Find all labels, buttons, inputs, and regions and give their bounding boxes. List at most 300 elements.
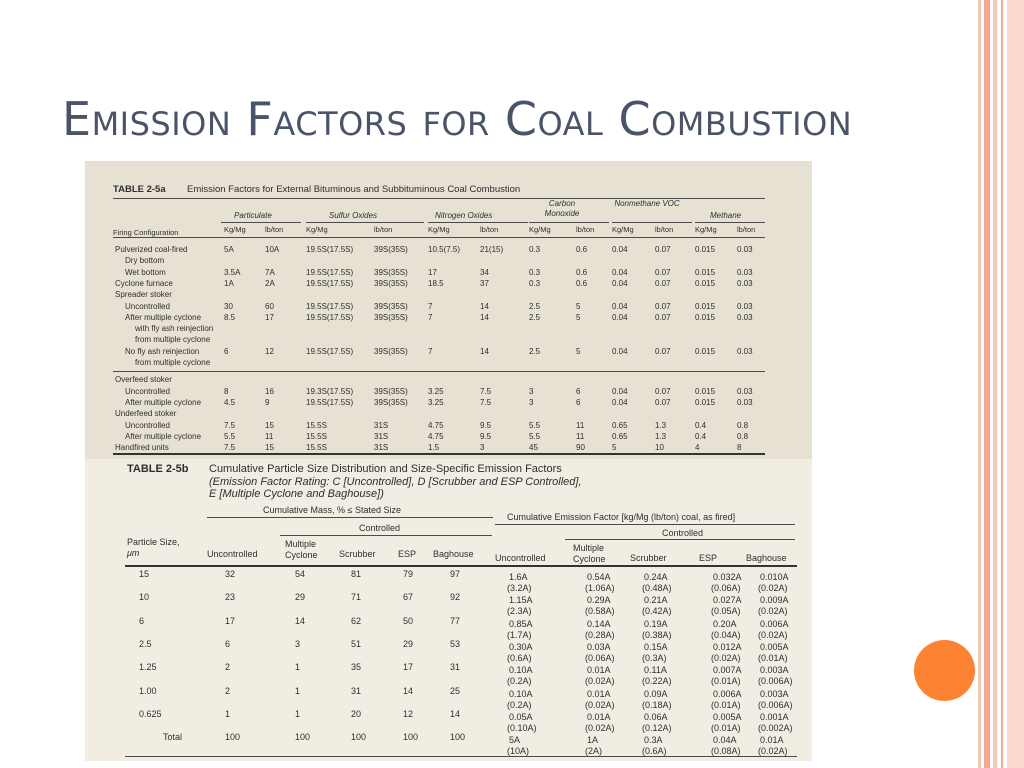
table-cell-factor: 0.21A xyxy=(644,595,668,606)
table-row-label: Handfired units xyxy=(115,443,169,453)
table-row-particle-size: Total xyxy=(163,732,183,743)
table-cell-mass: 92 xyxy=(450,592,461,603)
table-cell-factor-lb: (0.12A) xyxy=(642,722,672,733)
table-cell: 19.5S(17.5S) xyxy=(306,397,354,407)
table-cell-factor: 0.009A xyxy=(760,595,789,606)
table-cell-factor: 0.01A xyxy=(587,711,611,722)
table-cell: 30 xyxy=(224,301,233,311)
table-cell: 5 xyxy=(612,443,617,453)
table-cell: 0.07 xyxy=(655,312,671,322)
table-cell: 7 xyxy=(428,312,433,322)
table-cell: 1.3 xyxy=(655,420,667,430)
table-cell-mass: 35 xyxy=(351,662,362,673)
column-header-multiple-cyclone: Multiple Cyclone xyxy=(285,539,318,560)
scanned-tables-image xyxy=(85,161,812,761)
table-cell-factor-lb: (3.2A) xyxy=(507,583,532,593)
table-cell: 5A xyxy=(224,245,234,254)
table-cell-factor: 0.05A xyxy=(509,711,533,722)
table-cell-factor: 0.15A xyxy=(644,641,668,652)
table-cell-mass: 14 xyxy=(403,685,414,696)
group-header-sulfur-oxides: Sulfur Oxides xyxy=(329,211,378,220)
table-cell-mass: 14 xyxy=(450,708,461,719)
table-cell-factor-lb: (0.42A) xyxy=(642,606,672,617)
table-cell: 9 xyxy=(265,397,270,407)
table-cell-mass: 29 xyxy=(295,592,306,603)
column-header-firing-configuration: Firing Configuration xyxy=(113,228,179,237)
table-cell: 19.5S(17.5S) xyxy=(306,301,354,311)
table-cell: 45 xyxy=(529,443,538,453)
table-cell: 0.04 xyxy=(612,301,628,311)
table-cell-mass: 100 xyxy=(450,732,466,743)
table-cell: 16 xyxy=(265,386,274,396)
group-header-carbon-monoxide: Carbon Monoxide xyxy=(544,199,580,218)
table-cell-factor-lb: (0.22A) xyxy=(642,676,672,687)
table-cell-mass: 29 xyxy=(403,638,414,649)
table-cell-mass: 3 xyxy=(295,638,301,649)
column-header-esp: ESP xyxy=(398,549,417,559)
table-cell: 0.6 xyxy=(576,245,588,254)
mass-header: Cumulative Mass, % ≤ Stated Size xyxy=(263,505,401,515)
table-cell: 90 xyxy=(576,443,585,453)
table-cell-mass: 2 xyxy=(225,662,231,673)
table-cell: 0.07 xyxy=(655,346,671,356)
table-cell: 0.04 xyxy=(612,386,628,396)
border-stripe xyxy=(1007,0,1024,768)
table-cell-mass: 20 xyxy=(351,708,362,719)
table-cell-mass: 25 xyxy=(450,685,461,696)
unit-header: Kg/Mg xyxy=(428,225,450,234)
table-cell: 39S(35S) xyxy=(374,301,408,311)
table-cell: 8 xyxy=(737,443,742,453)
unit-header: lb/ton xyxy=(737,225,756,234)
table-cell: 0.3 xyxy=(529,267,541,277)
table-cell-factor-lb: (0.01A) xyxy=(758,652,788,663)
table-cell: 7.5 xyxy=(480,397,492,407)
table-cell-factor: 1.15A xyxy=(509,595,533,606)
table-cell-factor: 0.11A xyxy=(644,665,667,676)
table-cell-factor: 0.19A xyxy=(644,618,668,629)
table-cell: 1A xyxy=(224,278,234,288)
table-cell: 0.6 xyxy=(576,267,588,277)
table-cell-factor-lb: (0.006A) xyxy=(758,676,793,687)
table-cell-mass: 71 xyxy=(351,592,362,603)
table-cell-mass: 97 xyxy=(450,569,461,579)
table-cell: 5 xyxy=(576,346,581,356)
group-header-methane: Methane xyxy=(710,211,742,220)
column-header-uncontrolled: Uncontrolled xyxy=(207,549,258,559)
table-cell: 0.015 xyxy=(695,267,716,277)
table-a-label: TABLE 2-5a xyxy=(113,184,166,195)
border-stripe xyxy=(984,0,990,768)
column-header-scrubber: Scrubber xyxy=(339,549,376,559)
table-cell-factor: 1A xyxy=(587,735,599,746)
table-cell-mass: 79 xyxy=(403,569,414,579)
table-cell: 0.03 xyxy=(737,267,753,277)
table-cell-factor: 0.032A xyxy=(713,572,742,582)
table-cell: 31S xyxy=(374,431,389,441)
table-cell: 21(15) xyxy=(480,245,504,254)
table-cell: 0.07 xyxy=(655,267,671,277)
table-row-particle-size: 15 xyxy=(139,569,150,579)
slide-title: Emission Factors for Coal Combustion xyxy=(62,92,853,146)
border-stripe xyxy=(978,0,981,768)
table-cell: 8.5 xyxy=(224,312,236,322)
table-cell-factor: 0.3A xyxy=(644,735,663,746)
table-cell-factor-lb: (0.28A) xyxy=(585,629,615,640)
table-cell-mass: 51 xyxy=(351,638,362,649)
table-cell: 2A xyxy=(265,278,275,288)
table-cell-factor-lb: (0.18A) xyxy=(642,699,672,710)
table-row-label: with fly ash reinjection xyxy=(135,324,214,334)
table-cell-mass: 67 xyxy=(403,592,414,603)
table-cell: 11 xyxy=(265,431,274,441)
table-cell: 39S(35S) xyxy=(374,245,408,254)
table-cell: 7A xyxy=(265,267,275,277)
table-cell: 7 xyxy=(428,301,433,311)
table-cell: 0.04 xyxy=(612,397,628,407)
table-cell-factor: 0.01A xyxy=(587,665,611,676)
group-header-nitrogen-oxides: Nitrogen Oxides xyxy=(435,211,493,220)
table-cell-factor-lb: (0.2A) xyxy=(507,676,532,687)
table-cell: 0.04 xyxy=(612,312,628,322)
table-cell-factor-lb: (1.06A) xyxy=(585,583,615,593)
unit-header: Kg/Mg xyxy=(306,225,328,234)
table-cell-factor-lb: (0.02A) xyxy=(758,583,788,593)
table-cell: 5 xyxy=(576,312,581,322)
group-header-particulate: Particulate xyxy=(234,211,272,220)
table-row-label: After multiple cyclone xyxy=(125,431,202,441)
table-cell: 39S(35S) xyxy=(374,267,408,277)
table-cell: 11 xyxy=(576,420,585,430)
table-cell: 0.07 xyxy=(655,278,671,288)
table-b-caption-rating-2: E [Multiple Cyclone and Baghouse]) xyxy=(209,488,384,500)
factor-column-header-baghouse: Baghouse xyxy=(746,553,787,563)
controlled-header-factor: Controlled xyxy=(662,528,704,538)
table-cell: 0.03 xyxy=(737,312,753,322)
unit-header: Kg/Mg xyxy=(224,225,246,234)
table-row-particle-size: 6 xyxy=(139,615,145,626)
table-cell-mass: 100 xyxy=(225,732,241,743)
table-cell-factor: 0.005A xyxy=(713,711,742,722)
table-cell-factor-lb: (1.7A) xyxy=(507,629,532,640)
table-cell: 17 xyxy=(265,312,274,322)
table-cell-factor-lb: (0.02A) xyxy=(585,699,615,710)
table-cell-factor-lb: (0.04A) xyxy=(711,629,741,640)
table-cell: 10 xyxy=(655,443,664,453)
table-cell-factor-lb: (0.2A) xyxy=(507,699,532,710)
table-cell: 6 xyxy=(576,386,581,396)
table-cell: 1.3 xyxy=(655,431,667,441)
table-cell: 0.8 xyxy=(737,420,749,430)
accent-circle xyxy=(914,640,975,701)
table-cell: 5 xyxy=(576,301,581,311)
table-cell-factor-lb: (0.05A) xyxy=(711,606,741,617)
table-row-label: from multiple cyclone xyxy=(135,335,211,345)
table-cell: 0.015 xyxy=(695,301,716,311)
table-cell-mass: 32 xyxy=(225,569,236,579)
table-cell: 5.5 xyxy=(224,431,236,441)
table-row-label: Overfeed stoker xyxy=(115,375,172,385)
table-cell: 15.5S xyxy=(306,431,327,441)
table-cell: 4 xyxy=(695,443,700,453)
table-cell-factor-lb: (10A) xyxy=(507,746,530,757)
table-cell-mass: 1 xyxy=(295,662,301,673)
table-row-label: from multiple cyclone xyxy=(135,358,211,367)
table-cell: 6 xyxy=(576,397,581,407)
table-cell: 0.03 xyxy=(737,397,753,407)
table-cell-factor: 0.006A xyxy=(760,618,789,629)
table-2-5a xyxy=(85,161,812,459)
table-cell-factor-lb: (0.02A) xyxy=(585,722,615,733)
table-cell-mass: 50 xyxy=(403,615,414,626)
table-cell: 2.5 xyxy=(529,301,541,311)
table-cell-mass: 53 xyxy=(450,638,461,649)
table-cell-mass: 1 xyxy=(295,708,301,719)
table-cell: 0.65 xyxy=(612,431,628,441)
table-cell: 31S xyxy=(374,420,389,430)
table-cell: 19.3S(17.5S) xyxy=(306,386,354,396)
table-row-label: After multiple cyclone xyxy=(125,397,202,407)
table-cell-factor: 0.20A xyxy=(713,618,737,629)
table-cell: 10.5(7.5) xyxy=(428,245,461,254)
table-cell: 39S(35S) xyxy=(374,397,408,407)
table-row-particle-size: 1.25 xyxy=(139,662,157,673)
table-cell-factor-lb: (0.02A) xyxy=(711,652,741,663)
table-cell: 0.03 xyxy=(737,346,753,356)
table-cell: 0.3 xyxy=(529,278,541,288)
table-cell: 0.04 xyxy=(612,278,628,288)
table-cell: 18.5 xyxy=(428,278,444,288)
table-cell: 0.4 xyxy=(695,431,707,441)
table-cell: 39S(35S) xyxy=(374,346,408,356)
factor-column-header-uncontrolled: Uncontrolled xyxy=(495,553,546,563)
table-cell: 0.65 xyxy=(612,420,628,430)
table-cell-factor-lb: (0.02A) xyxy=(758,629,788,640)
group-header-nonmethane-voc: Nonmethane VOC xyxy=(614,199,680,208)
table-cell-factor-lb: (0.38A) xyxy=(642,629,672,640)
table-cell: 19.5S(17.5S) xyxy=(306,312,354,322)
table-row-label: After multiple cyclone xyxy=(125,312,202,322)
table-row-label: Uncontrolled xyxy=(125,301,170,311)
table-cell: 0.8 xyxy=(737,431,749,441)
table-cell: 12 xyxy=(265,346,274,356)
table-cell-factor: 0.85A xyxy=(509,618,533,629)
table-cell-factor: 0.012A xyxy=(713,641,742,652)
unit-header: Kg/Mg xyxy=(612,225,634,234)
table-cell: 7.5 xyxy=(480,386,492,396)
table-cell-mass: 17 xyxy=(403,662,414,673)
table-cell-factor: 0.03A xyxy=(587,641,611,652)
table-cell: 3 xyxy=(480,443,485,453)
table-cell: 7.5 xyxy=(224,420,236,430)
table-b-caption: Cumulative Particle Size Distribution and Size-Specific Emission Factors xyxy=(209,463,562,475)
table-cell-factor-lb: (0.3A) xyxy=(642,652,667,663)
table-cell-factor: 0.001A xyxy=(760,711,789,722)
table-cell-mass: 31 xyxy=(351,685,362,696)
table-cell: 34 xyxy=(480,267,489,277)
table-cell-mass: 54 xyxy=(295,569,306,579)
table-cell-factor-lb: (0.48A) xyxy=(642,583,672,593)
unit-header: lb/ton xyxy=(576,225,595,234)
table-cell-factor-lb: (0.01A) xyxy=(711,676,741,687)
table-cell: 3 xyxy=(529,386,534,396)
table-cell: 3.5A xyxy=(224,267,241,277)
table-cell-mass: 2 xyxy=(225,685,231,696)
table-cell-factor-lb: (0.6A) xyxy=(642,746,667,757)
table-row-label: No fly ash reinjection xyxy=(125,346,200,356)
table-cell-factor: 0.006A xyxy=(713,688,742,699)
factor-column-header-esp: ESP xyxy=(699,553,718,563)
table-cell-mass: 12 xyxy=(403,708,414,719)
table-b-caption-rating: (Emission Factor Rating: C [Uncontrolled], D [Scrubber and ESP Controlled], xyxy=(209,476,582,488)
column-header-particle-size-unit: μm xyxy=(127,548,140,558)
table-cell: 15.5S xyxy=(306,420,327,430)
table-cell-factor: 0.30A xyxy=(509,641,533,652)
factor-column-header-scrubber: Scrubber xyxy=(630,553,667,563)
unit-header: lb/ton xyxy=(480,225,499,234)
table-2-5b xyxy=(85,459,812,761)
table-cell: 10A xyxy=(265,245,280,254)
table-cell: 0.07 xyxy=(655,386,671,396)
table-cell: 5.5 xyxy=(529,420,541,430)
table-cell: 0.04 xyxy=(612,245,628,254)
table-cell: 19.5S(17.5S) xyxy=(306,245,354,254)
table-cell-factor-lb: (0.58A) xyxy=(585,606,615,617)
table-cell: 60 xyxy=(265,301,274,311)
table-b-label: TABLE 2-5b xyxy=(127,463,189,475)
table-cell: 31S xyxy=(374,443,389,453)
table-cell-factor-lb: (2.3A) xyxy=(507,606,532,617)
table-cell-factor: 5A xyxy=(509,735,521,746)
table-cell: 11 xyxy=(576,431,585,441)
table-cell-mass: 6 xyxy=(225,638,231,649)
table-cell: 7 xyxy=(428,346,433,356)
table-cell: 0.015 xyxy=(695,278,716,288)
table-cell-factor: 0.007A xyxy=(713,665,742,676)
table-cell: 0.03 xyxy=(737,301,753,311)
table-cell-factor: 0.14A xyxy=(587,618,611,629)
table-cell-factor: 0.005A xyxy=(760,641,789,652)
table-row-particle-size: 0.625 xyxy=(139,708,162,719)
table-cell-factor: 1.6A xyxy=(509,572,528,582)
table-cell-mass: 14 xyxy=(295,615,306,626)
table-cell: 0.015 xyxy=(695,312,716,322)
table-cell: 5.5 xyxy=(529,431,541,441)
table-cell: 0.015 xyxy=(695,386,716,396)
table-cell: 4.75 xyxy=(428,420,444,430)
border-stripe xyxy=(1001,0,1003,768)
table-cell: 0.03 xyxy=(737,245,753,254)
table-cell: 0.015 xyxy=(695,245,716,254)
table-cell: 0.07 xyxy=(655,397,671,407)
table-cell-mass: 100 xyxy=(351,732,367,743)
border-stripe xyxy=(993,0,997,768)
factor-header: Cumulative Emission Factor [kg/Mg (lb/ton) coal, as fired] xyxy=(507,512,736,522)
table-cell: 0.07 xyxy=(655,301,671,311)
table-cell: 6 xyxy=(224,346,229,356)
unit-header: lb/ton xyxy=(655,225,674,234)
table-cell-mass: 77 xyxy=(450,615,461,626)
column-header-baghouse: Baghouse xyxy=(433,549,474,559)
table-row-label: Cyclone furnace xyxy=(115,278,173,288)
table-cell: 37 xyxy=(480,278,489,288)
table-cell: 0.03 xyxy=(737,278,753,288)
table-cell: 7.5 xyxy=(224,443,236,453)
table-cell: 2.5 xyxy=(529,346,541,356)
table-cell-factor-lb: (0.02A) xyxy=(758,606,788,617)
table-row-label: Uncontrolled xyxy=(125,386,170,396)
table-cell: 0.04 xyxy=(612,346,628,356)
table-cell-factor-lb: (0.01A) xyxy=(711,722,741,733)
table-cell: 19.5S(17.5S) xyxy=(306,278,354,288)
table-cell-mass: 1 xyxy=(225,708,231,719)
table-cell: 3.25 xyxy=(428,397,444,407)
table-cell: 0.015 xyxy=(695,346,716,356)
table-cell: 15.5S xyxy=(306,443,327,453)
table-cell-factor: 0.01A xyxy=(760,735,784,746)
table-cell-factor: 0.09A xyxy=(644,688,668,699)
table-row-label: Underfeed stoker xyxy=(115,409,177,419)
table-row-label: Pulverized coal-fired xyxy=(115,245,188,254)
table-cell-mass: 62 xyxy=(351,615,362,626)
table-cell: 9.5 xyxy=(480,420,492,430)
table-cell-mass: 23 xyxy=(225,592,236,603)
table-cell-factor: 0.003A xyxy=(760,688,789,699)
table-cell-factor: 0.003A xyxy=(760,665,789,676)
table-cell-mass: 81 xyxy=(351,569,362,579)
table-cell: 9.5 xyxy=(480,431,492,441)
table-cell: 0.03 xyxy=(737,386,753,396)
table-cell-factor-lb: (0.002A) xyxy=(758,722,793,733)
table-cell-factor-lb: (0.06A) xyxy=(585,652,615,663)
table-cell: 2.5 xyxy=(529,312,541,322)
table-cell-mass: 17 xyxy=(225,615,236,626)
table-cell: 3 xyxy=(529,397,534,407)
table-cell-factor: 0.54A xyxy=(587,572,611,582)
unit-header: Kg/Mg xyxy=(695,225,717,234)
table-cell-mass: 100 xyxy=(295,732,311,743)
table-cell: 19.5S(17.5S) xyxy=(306,346,354,356)
table-row-label: Spreader stoker xyxy=(115,290,172,300)
table-cell-factor-lb: (0.02A) xyxy=(585,676,615,687)
controlled-header-mass: Controlled xyxy=(359,523,401,533)
table-cell-factor-lb: (2A) xyxy=(585,746,603,757)
table-row-particle-size: 10 xyxy=(139,592,150,603)
column-header-particle-size: Particle Size, xyxy=(127,537,180,547)
table-row-label: Wet bottom xyxy=(125,267,166,277)
table-cell: 15 xyxy=(265,420,274,430)
table-cell-factor: 0.010A xyxy=(760,572,789,582)
table-cell-factor-lb: (0.10A) xyxy=(507,722,537,733)
table-cell: 17 xyxy=(428,267,437,277)
table-cell-factor: 0.04A xyxy=(713,735,737,746)
table-cell: 39S(35S) xyxy=(374,386,408,396)
table-cell-mass: 100 xyxy=(403,732,419,743)
table-cell-factor-lb: (0.06A) xyxy=(711,583,741,593)
unit-header: lb/ton xyxy=(374,225,393,234)
table-cell-mass: 31 xyxy=(450,662,461,673)
unit-header: lb/ton xyxy=(265,225,284,234)
table-a-caption: Emission Factors for External Bituminous and Subbituminous Coal Combustion xyxy=(187,184,521,195)
table-cell: 19.5S(17.5S) xyxy=(306,267,354,277)
table-cell: 1.5 xyxy=(428,443,440,453)
table-cell: 3.25 xyxy=(428,386,444,396)
table-cell: 4.5 xyxy=(224,397,236,407)
table-cell: 15 xyxy=(265,443,274,453)
table-cell-factor: 0.06A xyxy=(644,711,668,722)
table-cell: 14 xyxy=(480,346,489,356)
table-row-particle-size: 2.5 xyxy=(139,638,152,649)
